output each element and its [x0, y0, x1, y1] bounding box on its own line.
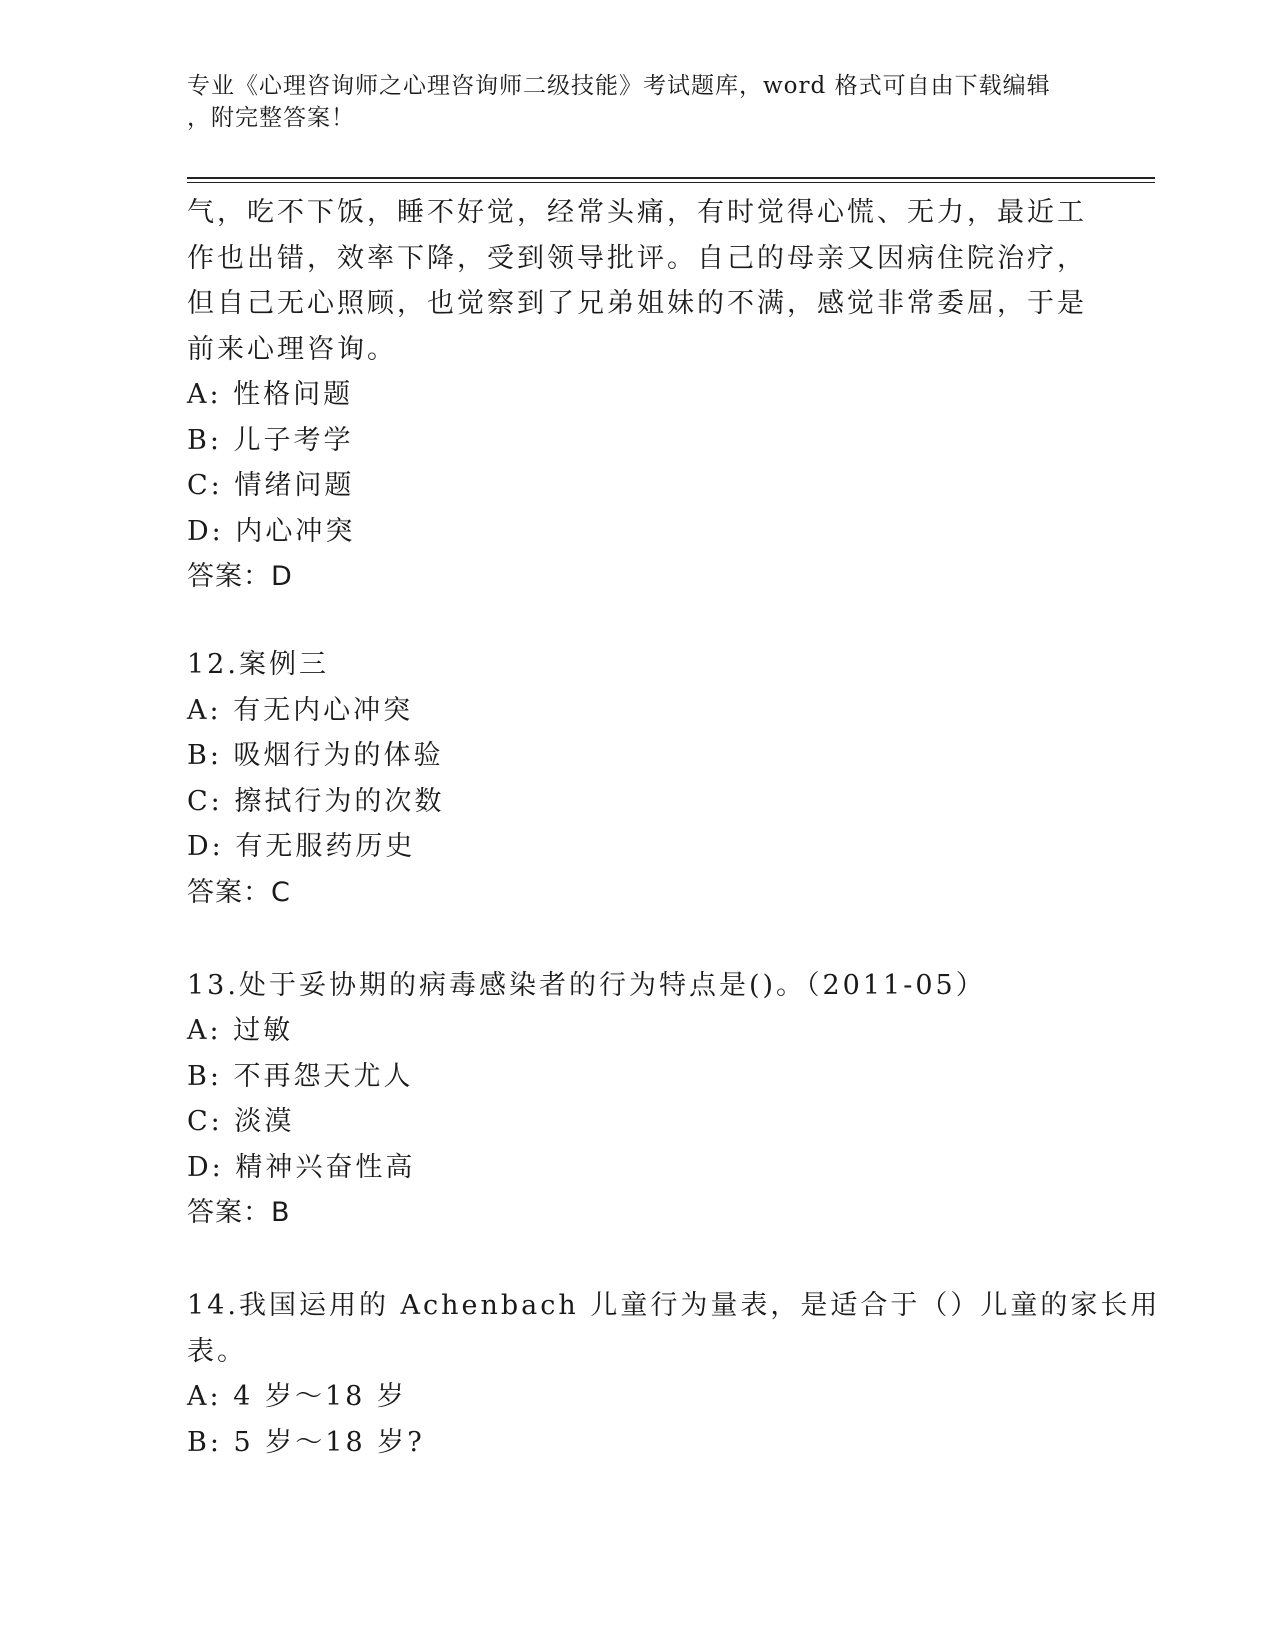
answer-line: 答案：D	[187, 561, 293, 592]
option-b: B: 不再怨天尤人	[187, 1060, 414, 1092]
question-spacer	[187, 600, 1067, 642]
question-stem-line: 但自己无心照顾，也觉察到了兄弟姐妹的不满，感觉非常委屈，于是	[187, 288, 1087, 319]
option-b: B: 吸烟行为的体验	[187, 740, 444, 771]
option-d: D: 有无服药历史	[187, 831, 416, 862]
option-b: B: 儿子考学	[187, 424, 354, 456]
question-stem-line: 表。	[187, 1335, 247, 1367]
answer-line: 答案：B	[187, 1197, 291, 1228]
option-d: D: 内心冲突	[187, 515, 356, 547]
question-stem-line: 14.我国运用的 Achenbach 儿童行为量表，是适合于（）儿童的家长用	[187, 1290, 1161, 1321]
header-line-2: ，附完整答案！	[187, 105, 355, 131]
option-a: A: 过敏	[187, 1015, 294, 1046]
header-divider	[187, 177, 1155, 183]
header-line-1: 专业《心理咨询师之心理咨询师二级技能》考试题库，word 格式可自由下载编辑	[187, 73, 1051, 99]
question-12	[187, 642, 1067, 916]
question-list	[187, 190, 1161, 1465]
question-stem-line: 作也出错，效率下降，受到领导批评。自己的母亲又因病住院治疗，	[187, 242, 1087, 274]
option-c: C: 淡漠	[187, 1106, 295, 1137]
question-stem-line: 13.处于妥协期的病毒感染者的行为特点是()。（2011-05）	[187, 969, 986, 1001]
option-a: A: 4 岁～18 岁	[187, 1381, 407, 1412]
option-b: B: 5 岁～18 岁?	[187, 1426, 425, 1458]
option-d: D: 精神兴奋性高	[187, 1151, 416, 1183]
document-header	[187, 70, 1077, 134]
question-13	[187, 963, 1067, 1237]
option-a: A: 性格问题	[187, 379, 354, 410]
option-a: A: 有无内心冲突	[187, 694, 414, 726]
question-14	[187, 1283, 1161, 1465]
option-c: C: 擦拭行为的次数	[187, 785, 445, 817]
question-spacer	[187, 1236, 1067, 1283]
question-stem-line: 12.案例三	[187, 649, 329, 680]
question-11-continuation	[187, 190, 1087, 600]
question-stem-line: 前来心理咨询。	[187, 333, 397, 365]
answer-line: 答案：C	[187, 876, 291, 908]
question-spacer	[187, 916, 1067, 963]
question-stem-line: 气，吃不下饭，睡不好觉，经常头痛，有时觉得心慌、无力，最近工	[187, 197, 1087, 228]
option-c: C: 情绪问题	[187, 470, 355, 501]
